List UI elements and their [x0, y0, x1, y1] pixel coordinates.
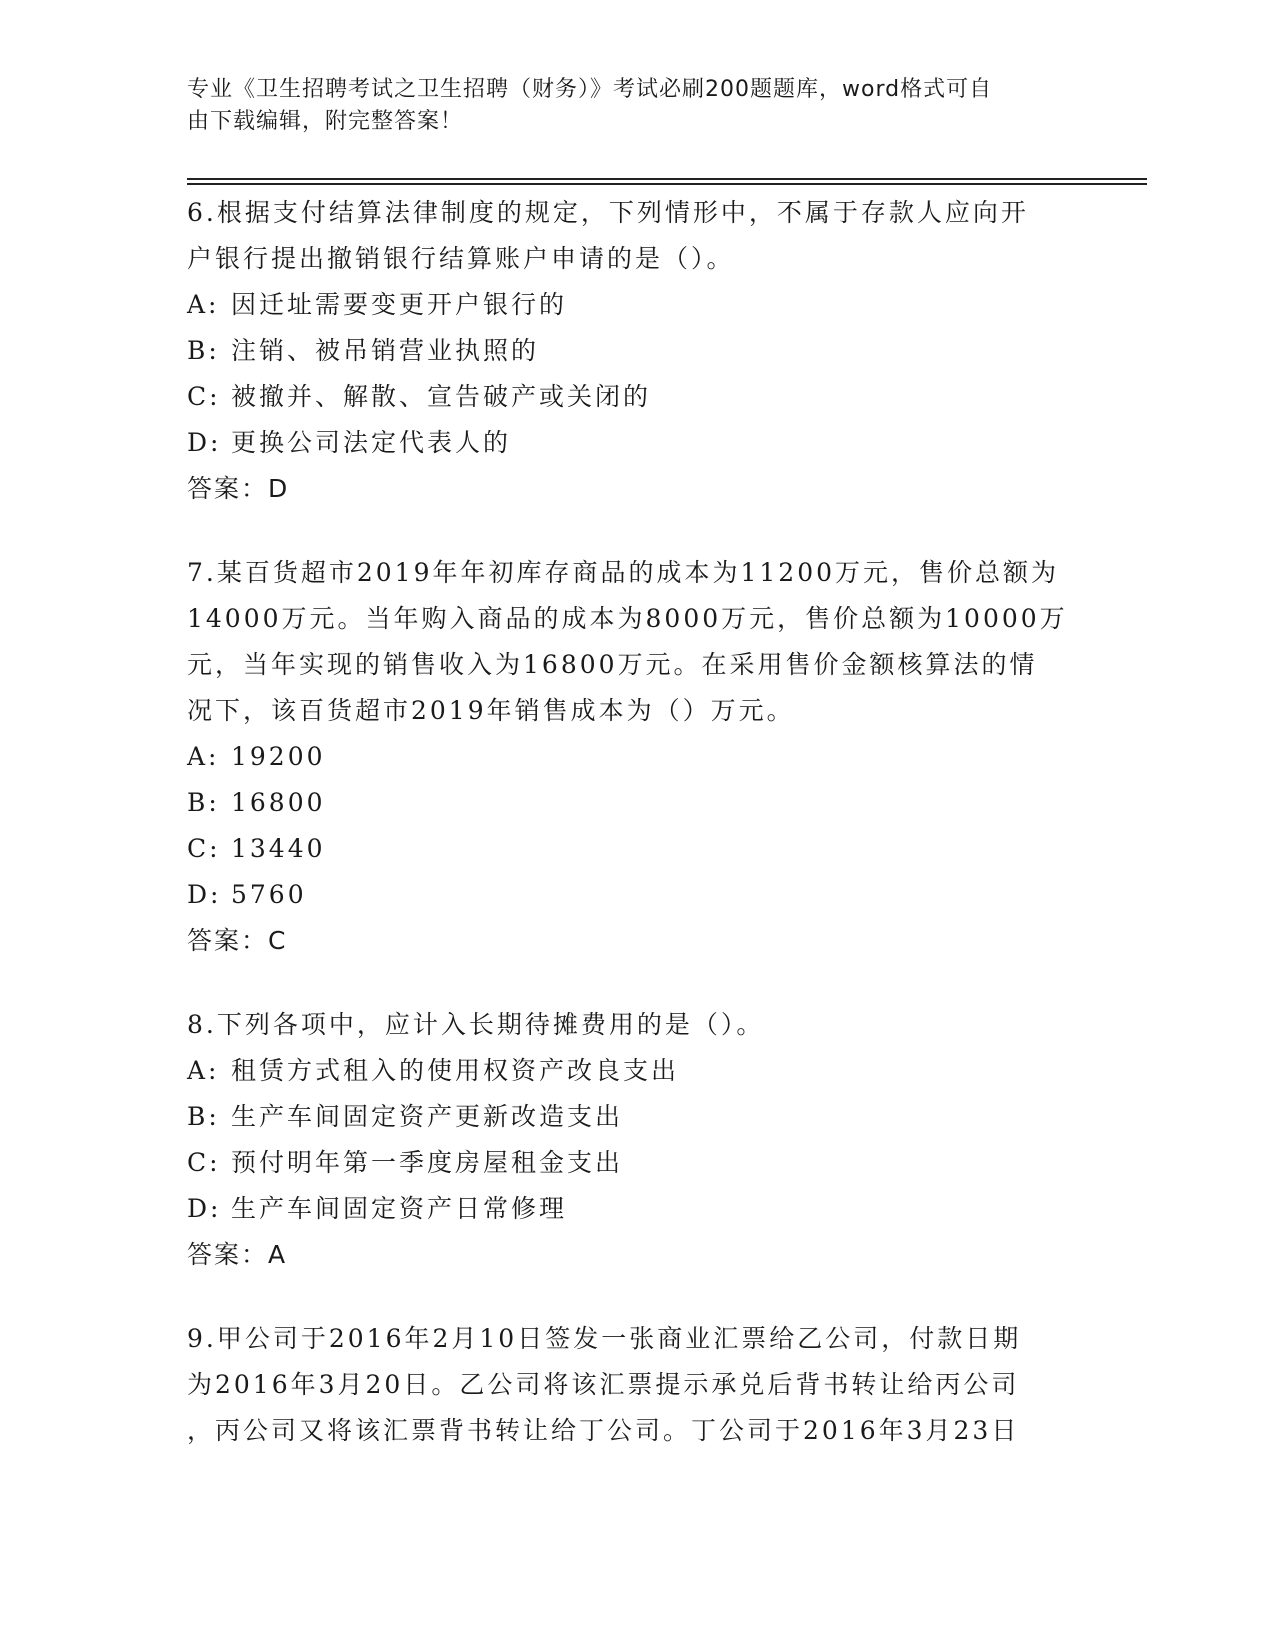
header-line-1: 专业《卫生招聘考试之卫生招聘（财务）》考试必刷200题题库，word格式可自: [187, 77, 993, 102]
option-label: B:: [187, 336, 220, 365]
option-a: [187, 734, 1087, 780]
option-label: C:: [187, 1148, 221, 1177]
stem-line: 6.根据支付结算法律制度的规定，下列情形中，不属于存款人应向开: [187, 198, 1029, 227]
question-stem: [187, 550, 1087, 734]
stem-line: 为2016年3月20日。乙公司将该汇票提示承兑后背书转让给丙公司: [187, 1370, 1020, 1399]
option-text: 生产车间固定资产更新改造支出: [231, 1102, 624, 1131]
option-text: 注销、被吊销营业执照的: [231, 336, 540, 365]
stem-line: 元，当年实现的销售收入为16800万元。在采用售价金额核算法的情: [187, 650, 1038, 679]
option-label: A:: [187, 742, 220, 771]
header-divider-top: [187, 178, 1147, 180]
option-label: B:: [187, 788, 220, 817]
header-divider-bottom: [187, 183, 1147, 185]
answer: 答案：A: [187, 1240, 288, 1269]
option-c: [187, 1140, 1087, 1186]
question-8: [187, 1002, 1087, 1278]
option-d: [187, 872, 1087, 918]
option-label: C:: [187, 382, 221, 411]
option-text: 5760: [231, 880, 307, 909]
option-b: [187, 328, 1087, 374]
document-header: [187, 74, 1067, 138]
stem-line: 9.甲公司于2016年2月10日签发一张商业汇票给乙公司，付款日期: [187, 1324, 1022, 1353]
option-d: [187, 1186, 1087, 1232]
option-label: D:: [187, 880, 222, 909]
option-label: A:: [187, 1056, 220, 1085]
question-stem: [187, 1316, 1087, 1454]
option-text: 13440: [231, 834, 326, 863]
option-label: D:: [187, 1194, 222, 1223]
option-text: 16800: [231, 788, 326, 817]
option-text: 租赁方式租入的使用权资产改良支出: [231, 1056, 680, 1085]
stem-line: 14000万元。当年购入商品的成本为8000万元，售价总额为10000万: [187, 604, 1068, 633]
option-label: A:: [187, 290, 220, 319]
answer: 答案：D: [187, 474, 290, 503]
option-text: 更换公司法定代表人的: [231, 428, 512, 457]
option-text: 19200: [231, 742, 326, 771]
stem-line: 7.某百货超市2019年年初库存商品的成本为11200万元，售价总额为: [187, 558, 1060, 587]
header-line-2: 由下载编辑，附完整答案！: [187, 109, 464, 134]
option-label: C:: [187, 834, 221, 863]
option-text: 被撤并、解散、宣告破产或关闭的: [231, 382, 652, 411]
question-9: [187, 1316, 1087, 1454]
stem-line: 户银行提出撤销银行结算账户申请的是（）。: [187, 244, 735, 273]
option-label: B:: [187, 1102, 220, 1131]
option-text: 生产车间固定资产日常修理: [231, 1194, 568, 1223]
stem-line: 8.下列各项中，应计入长期待摊费用的是（）。: [187, 1010, 765, 1039]
option-a: [187, 282, 1087, 328]
option-label: D:: [187, 428, 222, 457]
option-d: [187, 420, 1087, 466]
answer: 答案：C: [187, 926, 288, 955]
option-c: [187, 374, 1087, 420]
question-stem: [187, 1002, 1087, 1048]
question-7: [187, 550, 1087, 964]
option-a: [187, 1048, 1087, 1094]
stem-line: ，丙公司又将该汇票背书转让给丁公司。丁公司于2016年3月23日: [187, 1416, 1020, 1445]
option-c: [187, 826, 1087, 872]
question-list: [187, 190, 1087, 1492]
stem-line: 况下，该百货超市2019年销售成本为（）万元。: [187, 696, 795, 725]
question-stem: [187, 190, 1087, 282]
question-6: [187, 190, 1087, 512]
option-b: [187, 1094, 1087, 1140]
option-text: 因迁址需要变更开户银行的: [231, 290, 568, 319]
option-text: 预付明年第一季度房屋租金支出: [231, 1148, 624, 1177]
option-b: [187, 780, 1087, 826]
